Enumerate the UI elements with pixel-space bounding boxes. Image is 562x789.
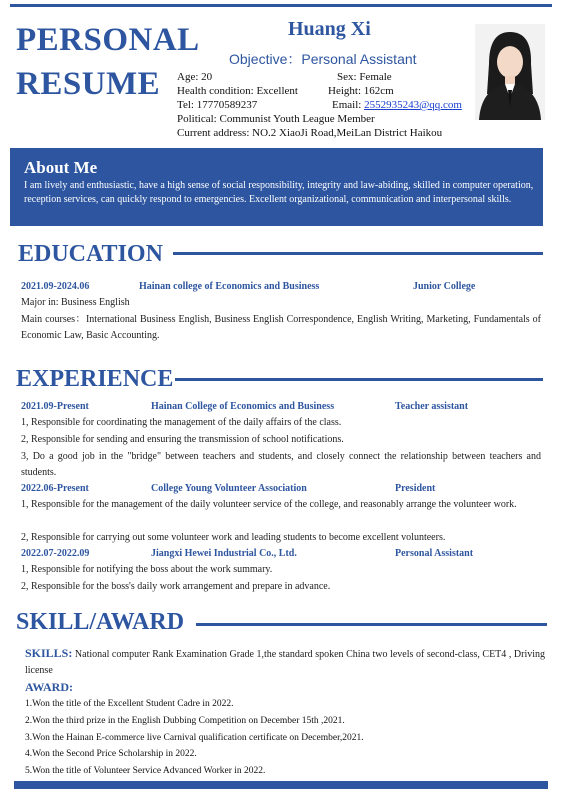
award-item: 1.Won the title of the Excellent Student Cadre in 2022. <box>25 699 234 709</box>
education-period: 2021.09-2024.06 <box>21 281 90 292</box>
objective <box>229 49 417 69</box>
skills-text <box>25 645 545 679</box>
award-item: 5.Won the title of Volunteer Service Advanced Worker in 2022. <box>25 766 266 776</box>
height-value: 162cm <box>363 85 394 97</box>
top-border <box>10 4 552 7</box>
skills-label: SKILLS: <box>25 646 73 660</box>
job-1-org: Hainan College of Economics and Business <box>151 401 335 412</box>
education-degree: Junior College <box>413 281 476 292</box>
age-value: 20 <box>201 71 213 83</box>
tel-value: 17770589237 <box>196 99 258 111</box>
education-courses: Main courses：International Business English, Business English Correspondence, English Writing, Marketing, Fundamentals of Economic Law, Basic Accounting. <box>21 314 541 341</box>
political-row <box>177 113 375 125</box>
job-3-period: 2022.07-2022.09 <box>21 548 90 559</box>
job-1-duty-1: 1, Responsible for coordinating the management of the daily affairs of the class. <box>21 417 342 428</box>
job-2-duty-2: 2, Responsible for carrying out some volunteer work and leading students to become excellent volunteers. <box>21 532 446 543</box>
job-3-duty-2: 2, Responsible for the boss's daily work arrangement and prepare in advance. <box>21 581 331 592</box>
height-row <box>328 85 394 97</box>
experience-rule <box>175 378 543 381</box>
age-row <box>177 71 212 83</box>
about-me-title: About Me <box>24 158 98 177</box>
health-value: Excellent <box>256 85 298 97</box>
job-2-org: College Young Volunteer Association <box>151 483 307 494</box>
political-value: Communist Youth League Member <box>219 113 375 125</box>
title-personal: PERSONAL <box>16 22 200 58</box>
job-2-duty-1: 1, Responsible for the management of the daily volunteer service of the college, and reasonably arrange the volunteer work. <box>21 499 517 510</box>
job-1-duty-3: 3, Do a good job in the "bridge" between teachers and students, and closely connect the relationship between teachers and students. <box>21 451 541 478</box>
job-1-period: 2021.09-Present <box>21 401 89 412</box>
education-major: Major in: Business English <box>21 297 130 308</box>
job-3-duty-1: 1, Responsible for notifying the boss about the work summary. <box>21 564 273 575</box>
portrait-icon <box>475 24 545 120</box>
job-1-duty-2: 2, Responsible for sending and ensuring the transmission of school notifications. <box>21 434 344 445</box>
tel-label: Tel: <box>177 99 194 111</box>
age-label: Age: <box>177 71 199 83</box>
sex-value: Female <box>359 71 392 83</box>
email-label: Email: <box>332 99 362 111</box>
job-1-role: Teacher assistant <box>395 401 469 412</box>
about-me-text: I am lively and enthusiastic, have a high sense of social responsibility, integrity and law-abiding, skilled in computer operation, reception services, can quickly respond to emergencies. Excellent organizational, communication and interpersonal skills. <box>24 180 534 205</box>
job-2-role: President <box>395 483 436 494</box>
award-item: 4.Won the Second Price Scholarship in 2022. <box>25 749 197 759</box>
address-label: Current address: <box>177 127 250 139</box>
address-row <box>177 127 442 139</box>
job-2-period: 2022.06-Present <box>21 483 89 494</box>
education-school: Hainan college of Economics and Business <box>139 281 320 292</box>
about-me-panel <box>10 148 543 226</box>
email-row <box>332 99 462 111</box>
objective-label: Objective： <box>229 51 302 67</box>
skill-award-title: SKILL/AWARD <box>16 609 185 635</box>
health-label: Health condition: <box>177 85 254 97</box>
profile-photo <box>475 24 545 120</box>
education-rule <box>173 252 543 255</box>
address-value: NO.2 XiaoJi Road,MeiLan District Haikou <box>252 127 443 139</box>
objective-value: Personal Assistant <box>301 51 417 67</box>
sex-row <box>337 71 392 83</box>
skill-award-rule <box>196 623 547 626</box>
experience-title: EXPERIENCE <box>16 366 174 392</box>
sex-label: Sex: <box>337 71 357 83</box>
job-3-org: Jiangxi Hewei Industrial Co., Ltd. <box>151 548 297 559</box>
tel-row <box>177 99 257 111</box>
health-row <box>177 85 298 97</box>
political-label: Political: <box>177 113 217 125</box>
email-link[interactable]: 2552935243@qq.com <box>364 99 462 111</box>
award-label: AWARD: <box>25 680 73 694</box>
award-item: 3.Won the Hainan E-commerce live Carnival qualification certificate on December,2021. <box>25 733 364 743</box>
job-3-role: Personal Assistant <box>395 548 474 559</box>
skills-value: National computer Rank Examination Grade 1,the standard spoken China two levels of second-class, CET4 , Driving license <box>25 649 545 676</box>
award-item: 2.Won the third prize in the English Dubbing Competition on December 15th ,2021. <box>25 716 345 726</box>
education-title: EDUCATION <box>18 241 163 267</box>
name: Huang Xi <box>288 18 371 40</box>
bottom-border <box>14 781 548 789</box>
title-resume: RESUME <box>16 66 161 102</box>
height-label: Height: <box>328 85 361 97</box>
